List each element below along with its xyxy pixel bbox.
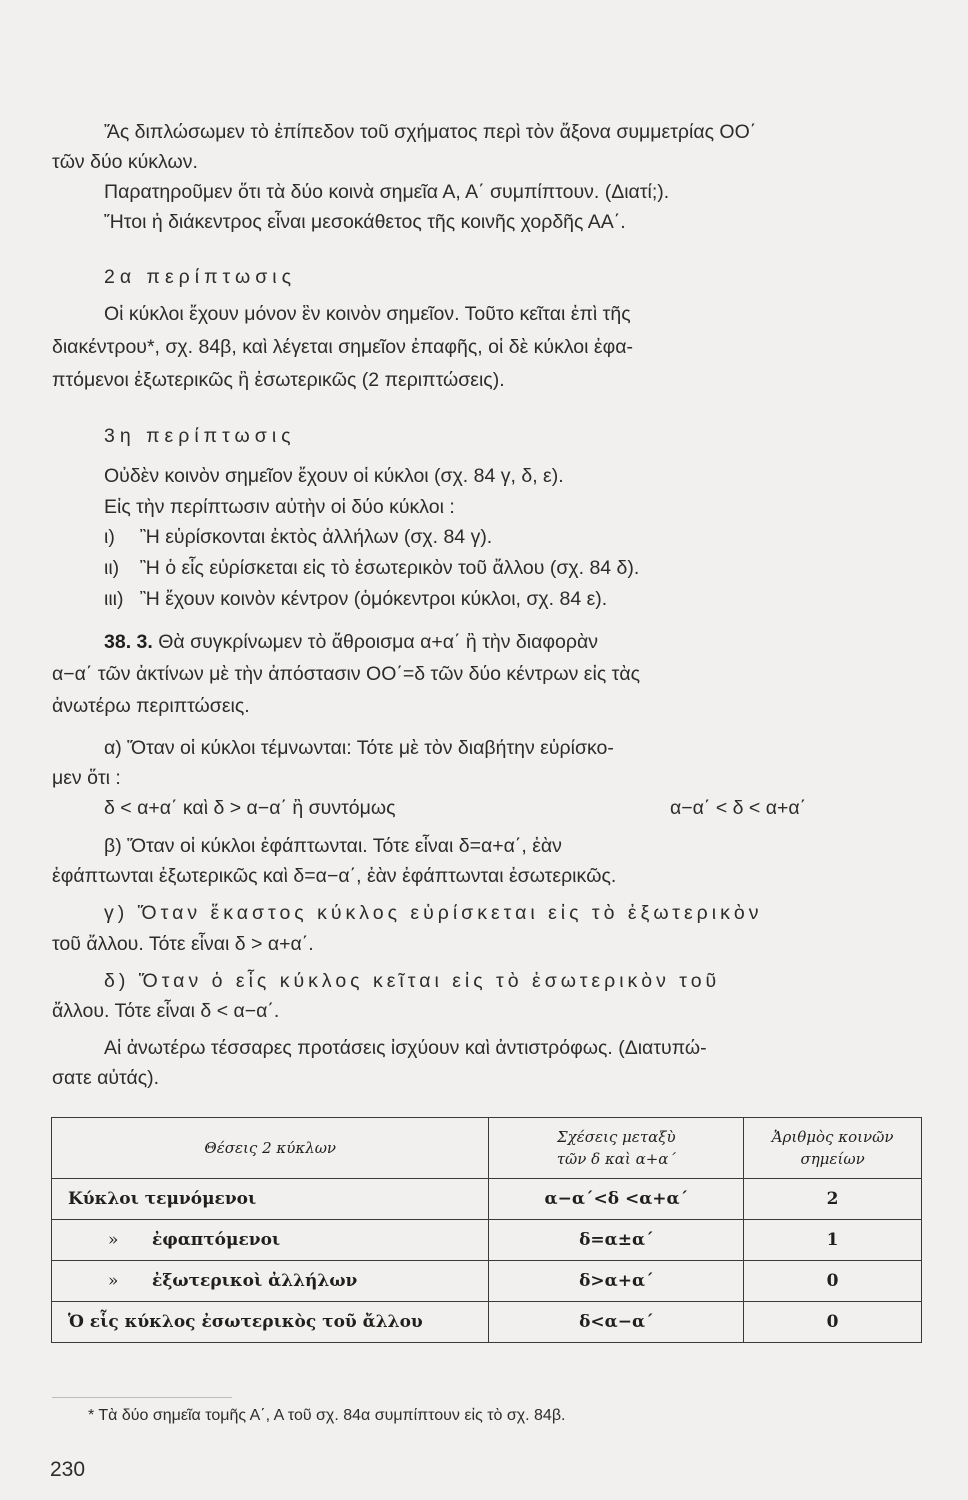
list-numeral: ιιι) <box>104 588 124 610</box>
table-header <box>744 1118 922 1179</box>
text-line: α) Ὅταν οἱ κύκλοι τέμνωνται: Τότε μὲ τὸν διαβήτην εὑρίσκο- <box>104 737 614 759</box>
text-line: ἄλλου. Τότε εἶναι δ < α−α΄. <box>52 1000 280 1022</box>
table-row <box>52 1179 922 1220</box>
table-row <box>52 1261 922 1302</box>
header-line: τῶν δ καὶ α+α΄ <box>556 1150 676 1168</box>
ditto-mark: » <box>108 1271 119 1291</box>
list-item <box>104 585 928 613</box>
formula-left: δ < α+α΄ καὶ δ > α−α΄ ἢ συντόμως <box>104 797 396 819</box>
text-line: Αἱ ἀνωτέρω τέσσαρες προτάσεις ἰσχύουν καὶ ἀντιστρόφως. (Διατυπώ- <box>104 1037 707 1059</box>
paragraph-start <box>104 628 928 656</box>
list-numeral: ιι) <box>104 557 120 579</box>
header-line: σημείων <box>800 1150 865 1168</box>
header-line: Ἀριθμὸς κοινῶν <box>771 1128 894 1146</box>
text-line: Ἤτοι ἡ διάκεντρος εἶναι μεσοκάθετος τῆς κοινῆς χορδῆς ΑΑ΄. <box>104 211 626 233</box>
table-cell: δ=α±α΄ <box>489 1220 744 1261</box>
table-cell: 2 <box>744 1179 922 1220</box>
table-cell: 0 <box>744 1261 922 1302</box>
text-line: β) Ὅταν οἱ κύκλοι ἐφάπτωνται. Τότε εἶναι δ=α+α΄, ἐὰν <box>104 835 562 857</box>
page-number: 230 <box>50 1458 86 1481</box>
table-cell: Ὁ εἷς κύκλος ἐσωτερικὸς τοῦ ἄλλου <box>52 1302 489 1343</box>
table-cell: δ>α+α΄ <box>489 1261 744 1302</box>
list-numeral: ι) <box>104 526 115 548</box>
formula-right: α−α΄ < δ < α+α΄ <box>670 797 807 819</box>
text-line: ἐφάπτωνται ἐξωτερικῶς καὶ δ=α−α΄, ἐὰν ἐφάπτωνται ἐσωτερικῶς. <box>52 865 617 887</box>
text-line: γ) Ὅταν ἕκαστος κύκλος εὑρίσκεται εἰς τὸ ἐξωτερικὸν <box>104 902 763 924</box>
text-line: ἀνωτέρω περιπτώσεις. <box>52 695 250 717</box>
text-line: Παρατηροῦμεν ὅτι τὰ δύο κοινὰ σημεῖα Α, Α΄ συμπίπτουν. (Διατί;). <box>104 181 670 203</box>
text-line: Οἱ κύκλοι ἔχουν μόνον ἓν κοινὸν σημεῖον. Τοῦτο κεῖται ἐπὶ τῆς <box>104 303 631 325</box>
table-row <box>52 1220 922 1261</box>
table-header <box>489 1118 744 1179</box>
footnote-divider <box>52 1397 232 1398</box>
text-line: τοῦ ἄλλου. Τότε εἶναι δ > α+α΄. <box>52 933 314 955</box>
text-line: σατε αὐτάς). <box>52 1067 160 1089</box>
text-line: α−α΄ τῶν ἀκτίνων μὲ τὴν ἀπόστασιν ΟΟ΄=δ τῶν δύο κέντρων εἰς τὰς <box>52 663 641 685</box>
formula-line <box>104 794 928 822</box>
text-line: Οὐδὲν κοινὸν σημεῖον ἔχουν οἱ κύκλοι (σχ. 84 γ, δ, ε). <box>104 465 564 487</box>
list-text: Ἢ εὑρίσκονται ἐκτὸς ἀλλήλων (σχ. 84 γ). <box>140 526 493 548</box>
section-heading: 2α περίπτωσις <box>104 266 296 288</box>
text-line: διακέντρου*, σχ. 84β, καὶ λέγεται σημεῖον ἐπαφῆς, οἱ δὲ κύκλοι ἐφα- <box>52 336 634 358</box>
table-cell: δ<α−α΄ <box>489 1302 744 1343</box>
list-text: Ἢ ὁ εἷς εὑρίσκεται εἰς τὸ ἐσωτερικὸν τοῦ ἄλλου (σχ. 84 δ). <box>140 557 640 579</box>
table-cell <box>52 1261 489 1302</box>
table-cell: α−α΄<δ <α+α΄ <box>489 1179 744 1220</box>
table-cell <box>52 1220 489 1261</box>
footnote: * Τὰ δύο σημεῖα τομῆς Α΄, Α τοῦ σχ. 84α συμπίπτουν εἰς τὸ σχ. 84β. <box>88 1407 566 1424</box>
list-item <box>104 523 928 551</box>
cell-text: ἐξωτερικοὶ ἀλλήλων <box>152 1271 358 1291</box>
circle-positions-table <box>51 1117 922 1343</box>
text-line: Ἄς διπλώσωμεν τὸ ἐπίπεδον τοῦ σχήματος περὶ τὸν ἄξονα συμμετρίας ΟΟ΄ <box>104 121 757 143</box>
text-line: Εἰς τὴν περίπτωσιν αὐτὴν οἱ δύο κύκλοι : <box>104 496 455 518</box>
ditto-mark: » <box>108 1230 119 1250</box>
table-cell: Κύκλοι τεμνόμενοι <box>52 1179 489 1220</box>
text-line: τῶν δύο κύκλων. <box>52 151 198 173</box>
list-text: Ἢ ἔχουν κοινὸν κέντρον (ὁμόκεντροι κύκλοι, σχ. 84 ε). <box>140 588 608 610</box>
text-line: μεν ὅτι : <box>52 767 121 789</box>
text-line: πτόμενοι ἐξωτερικῶς ἢ ἐσωτερικῶς (2 περιπτώσεις). <box>52 369 505 391</box>
list-item <box>104 554 928 582</box>
table-header-row <box>52 1118 922 1179</box>
table-cell: 0 <box>744 1302 922 1343</box>
table-cell: 1 <box>744 1220 922 1261</box>
cell-text: ἐφαπτόμενοι <box>152 1230 281 1250</box>
section-number: 38. 3. <box>104 631 153 653</box>
section-heading: 3η περίπτωσις <box>104 425 296 447</box>
table-row <box>52 1302 922 1343</box>
text-line: δ) Ὅταν ὁ εἷς κύκλος κεῖται εἰς τὸ ἐσωτερικὸν τοῦ <box>104 970 721 992</box>
table-header: Θέσεις 2 κύκλων <box>52 1118 489 1179</box>
text-span: Θὰ συγκρίνωμεν τὸ ἄθροισμα α+α΄ ἢ τὴν διαφορὰν <box>158 631 598 653</box>
header-line: Σχέσεις μεταξὺ <box>556 1128 676 1146</box>
